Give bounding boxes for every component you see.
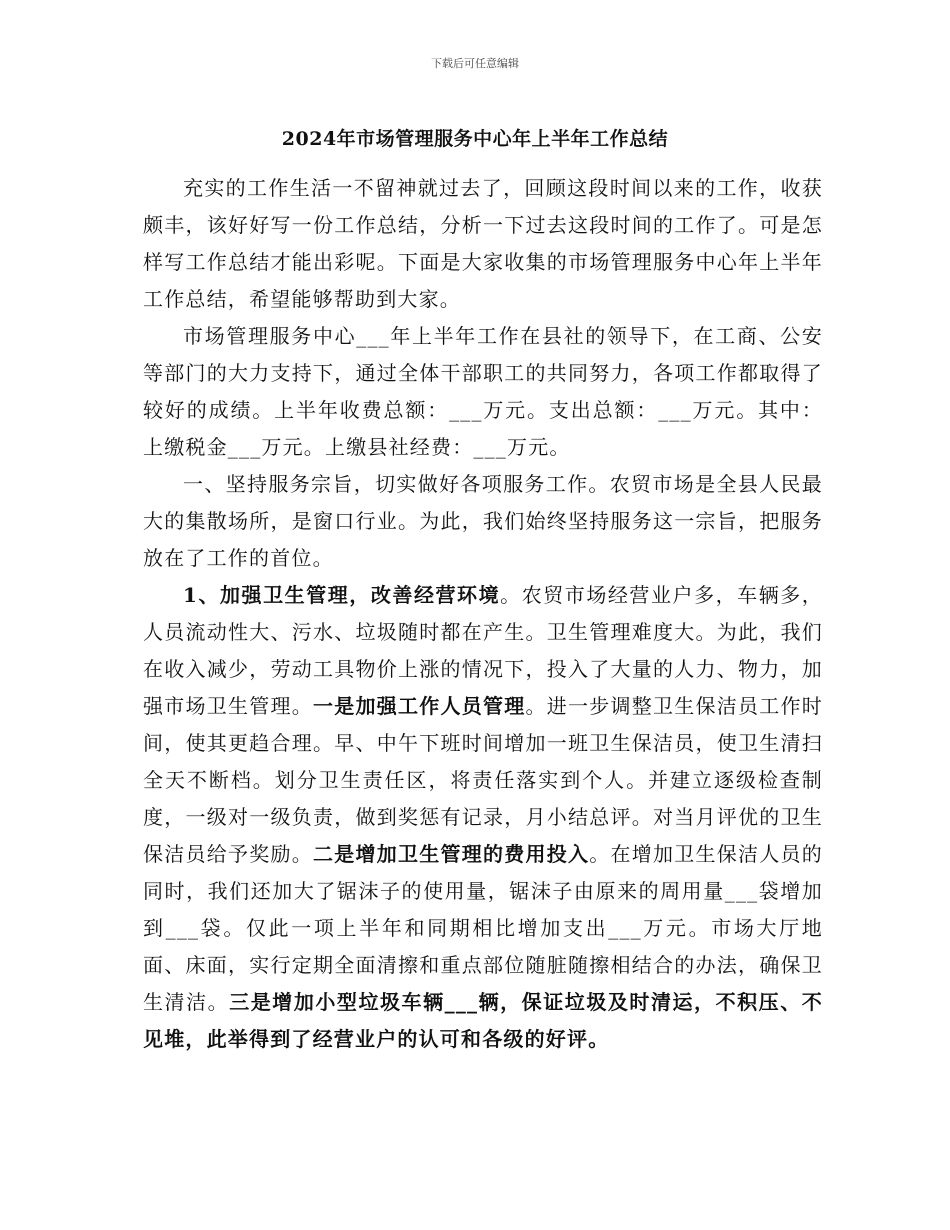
paragraph-sanitation xyxy=(143,577,823,1058)
point-two-heading: 二是增加卫生管理的费用投入 xyxy=(313,842,590,866)
point-three-text: 三是增加小型垃圾车辆___辆，保证垃圾及时清运，不积压、不见堆，此举得到了经营业户的认可和各级的好评。 xyxy=(143,990,823,1051)
paragraph-summary: 市场管理服务中心___年上半年工作在县社的领导下，在工商、公安等部门的大力支持下，通过全体干部职工的共同努力，各项工作都取得了较好的成绩。上半年收费总额：___万元。支出总额：___万元。其中：上缴税金___万元。上缴县社经费：___万元。 xyxy=(143,324,823,459)
header-note: 下载后可任意编辑 xyxy=(431,57,519,70)
subheading-sanitation: 1、加强卫生管理，改善经营环境 xyxy=(183,583,501,607)
sanitation-text-3: 。在增加卫生保洁人员的同时，我们还加大了锯沫子的使用量，锯沫子由原来的周用量___袋增加到___袋。仅此一项上半年和同期相比增加支出___万元。市场大厅地面、床面，实行定期全面清擦和重点部位随脏随擦相结合的办法，确保卫生清洁。 xyxy=(143,842,823,1014)
document-title: 2024年市场管理服务中心年上半年工作总结 xyxy=(281,128,669,150)
point-one-heading: 一是加强工作人员管理 xyxy=(313,694,526,718)
document-body xyxy=(143,170,823,1058)
paragraph-intro: 充实的工作生活一不留神就过去了，回顾这段时间以来的工作，收获颇丰，该好好写一份工作总结，分析一下过去这段时间的工作了。可是怎样写工作总结才能出彩呢。下面是大家收集的市场管理服务中心年上半年工作总结，希望能够帮助到大家。 xyxy=(143,176,823,311)
sanitation-text-2: 。进一步调整卫生保洁员工作时间，使其更趋合理。早、中午下班时间增加一班卫生保洁员，使卫生清扫全天不断档。划分卫生责任区，将责任落实到个人。并建立逐级检查制度，一级对一级负责，做到奖惩有记录，月小结总评。对当月评优的卫生保洁员给予奖励。 xyxy=(143,694,823,866)
sanitation-text-1: 。农贸市场经营业户多，车辆多，人员流动性大、污水、垃圾随时都在产生。卫生管理难度大。为此，我们在收入减少，劳动工具物价上涨的情况下，投入了大量的人力、物力，加强市场卫生管理。 xyxy=(143,583,824,718)
paragraph-section-one: 一、坚持服务宗旨，切实做好各项服务工作。农贸市场是全县人民最大的集散场所，是窗口行业。为此，我们始终坚持服务这一宗旨，把服务放在了工作的首位。 xyxy=(143,472,823,570)
